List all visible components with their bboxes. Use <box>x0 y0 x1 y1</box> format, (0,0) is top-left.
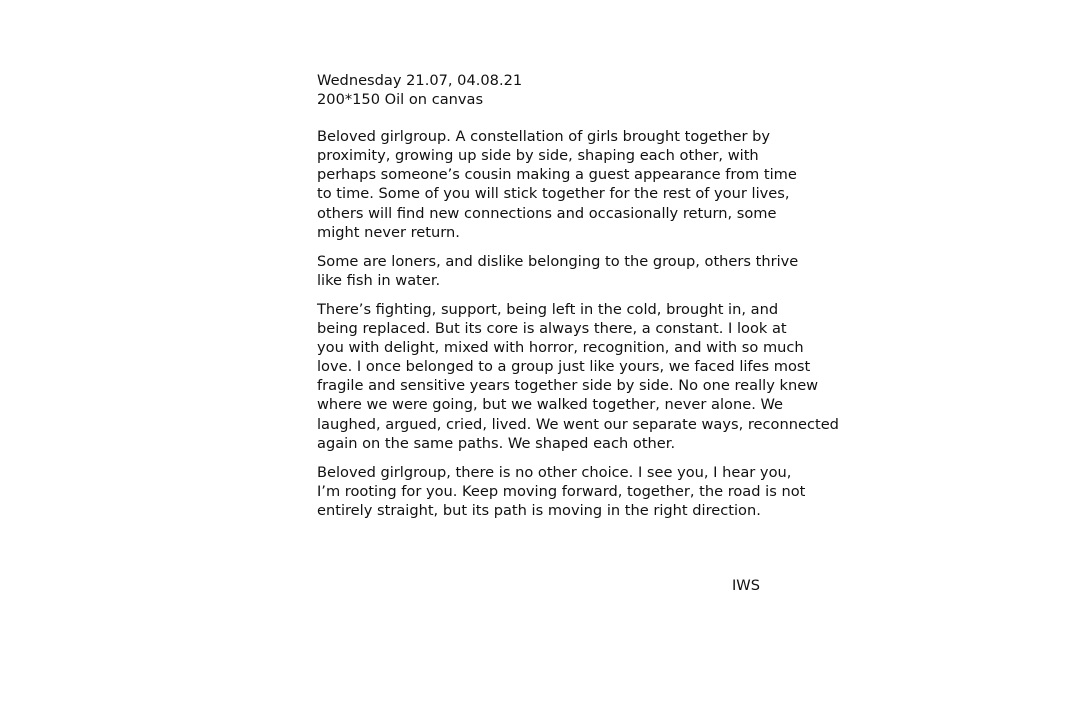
text-line: being replaced. But its core is always there, a constant. I look at <box>317 320 787 338</box>
text-line: There’s fighting, support, being left in the cold, brought in, and <box>317 300 779 318</box>
paragraph <box>317 463 806 520</box>
text-line: might never return. <box>317 223 460 241</box>
text-line: laughed, argued, cried, lived. We went our separate ways, reconnected <box>317 415 839 433</box>
signature: IWS <box>732 577 760 594</box>
text-line: perhaps someone’s cousin making a guest appearance from time <box>317 166 797 184</box>
text-line: fragile and sensitive years together side by side. No one really knew <box>317 377 819 395</box>
text-line: where we were going, but we walked together, never alone. We <box>317 396 784 414</box>
text-line: like fish in water. <box>317 271 441 289</box>
text-line: you with delight, mixed with horror, recognition, and with so much <box>317 339 804 357</box>
text-line: Beloved girlgroup, there is no other choice. I see you, I hear you, <box>317 463 792 481</box>
medium-line: 200*150 Oil on canvas <box>317 91 484 109</box>
text-line: proximity, growing up side by side, shaping each other, with <box>317 147 759 165</box>
text-line: Some are loners, and dislike belonging to the group, others thrive <box>317 252 799 270</box>
paragraph <box>317 252 799 290</box>
text-line: again on the same paths. We shaped each other. <box>317 434 676 452</box>
text-line: entirely straight, but its path is moving in the right direction. <box>317 501 761 519</box>
text-line: Beloved girlgroup. A constellation of girls brought together by <box>317 128 770 146</box>
paragraph <box>317 127 797 242</box>
date-line: Wednesday 21.07, 04.08.21 <box>317 72 523 89</box>
text-line: I’m rooting for you. Keep moving forward, together, the road is not <box>317 482 806 500</box>
paragraph <box>317 300 839 453</box>
text-column <box>317 71 839 530</box>
text-line: love. I once belonged to a group just like yours, we faced lifes most <box>317 358 811 376</box>
text-line: to time. Some of you will stick together for the rest of your lives, <box>317 185 790 203</box>
text-line: others will find new connections and occasionally return, some <box>317 204 777 222</box>
